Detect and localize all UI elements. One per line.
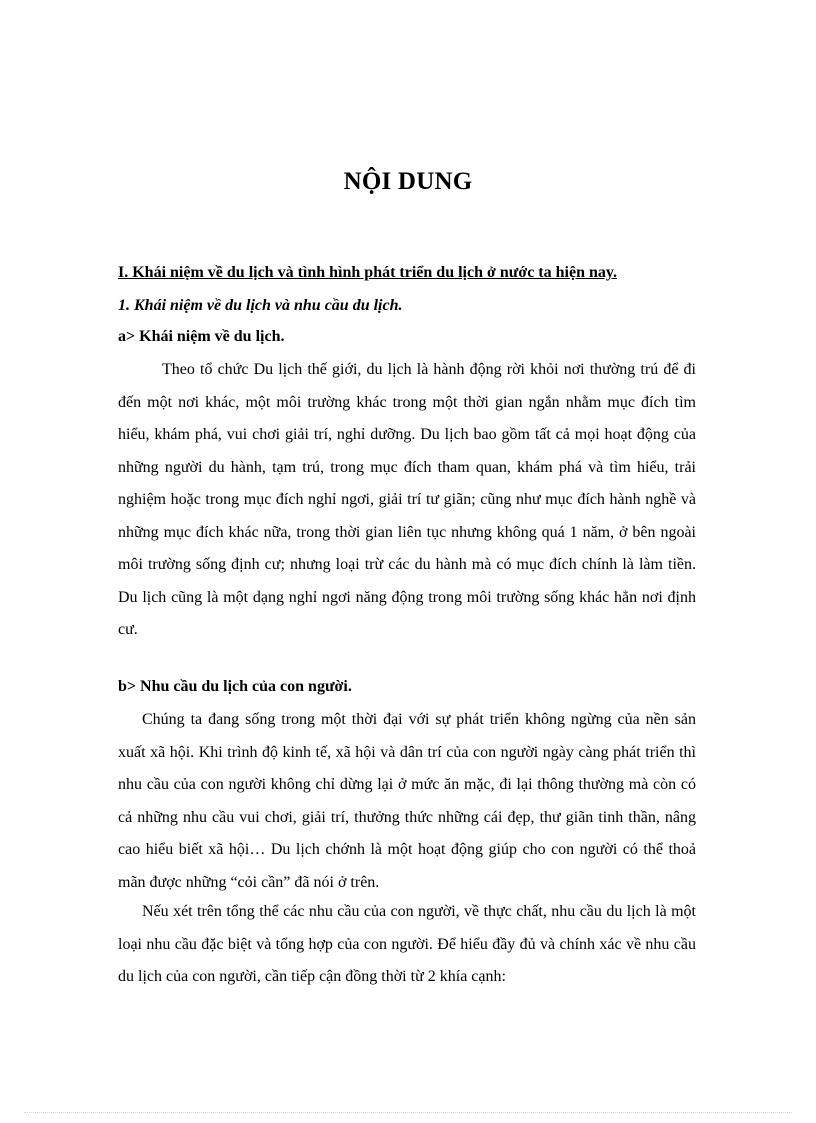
- sub-heading: 1. Khái niệm về du lịch và nhu cầu du lịch.: [118, 297, 403, 314]
- paragraph-a: Theo tổ chức Du lịch thế giới, du lịch là hành động rời khỏi nơi thường trú để đi đến một nơi khác, một môi trường khác trong một thời gian ngắn nhằm mục đích tìm hiểu, khám phá, vui chơi giải trí, nghỉ dưỡng. Du lịch bao gồm tất cả mọi hoạt động của những người du hành, tạm trú, trong mục đích tham quan, khám phá và tìm hiểu, trải nghiệm hoặc trong mục đích nghỉ ngơi, giải trí tư giãn; cũng như mục đích hành nghề và những mục đích khác nữa, trong thời gian liên tục nhưng không quá 1 năm, ở bên ngoài môi trường sống định cư; nhưng loại trừ các du hành mà có mục đích chính là làm tiền. Du lịch cũng là một dạng nghỉ ngơi năng động trong môi trường sống khác hẳn nơi định cư.: [118, 361, 696, 638]
- page-title: NỘI DUNG: [343, 168, 473, 195]
- section-heading: I. Khái niệm về du lịch và tình hình phát triển du lịch ở nước ta hiện nay.: [118, 264, 617, 281]
- paragraph-b1: Chúng ta đang sống trong một thời đại với sự phát triển không ngừng của nền sản xuất xã hội. Khi trình độ kinh tế, xã hội và dân trí của con người ngày càng phát triển thì nhu cầu của con người không chỉ dừng lại ở mức ăn mặc, đi lại thông thường mà còn có cả những nhu cầu vui chơi, giải trí, thưởng thức những cái đẹp, thư giãn tinh thần, nâng cao hiểu biết xã hội… Du lịch chớnh là một hoạt động giúp cho con người có thể thoả mãn được những “cỏi cần” đã nói ở trên.: [118, 711, 696, 891]
- paragraph-b2: Nếu xét trên tổng thể các nhu cầu của con người, về thực chất, nhu cầu du lịch là một loại nhu cầu đặc biệt và tổng hợp của con người. Để hiểu đầy đủ và chính xác về nhu cầu du lịch của con người, cần tiếp cận đồng thời từ 2 khía cạnh:: [118, 903, 696, 985]
- heading-a: a> Khái niệm về du lịch.: [118, 328, 285, 345]
- footer-dotted-line: [24, 1112, 792, 1113]
- heading-b: b> Nhu cầu du lịch của con người.: [118, 678, 352, 695]
